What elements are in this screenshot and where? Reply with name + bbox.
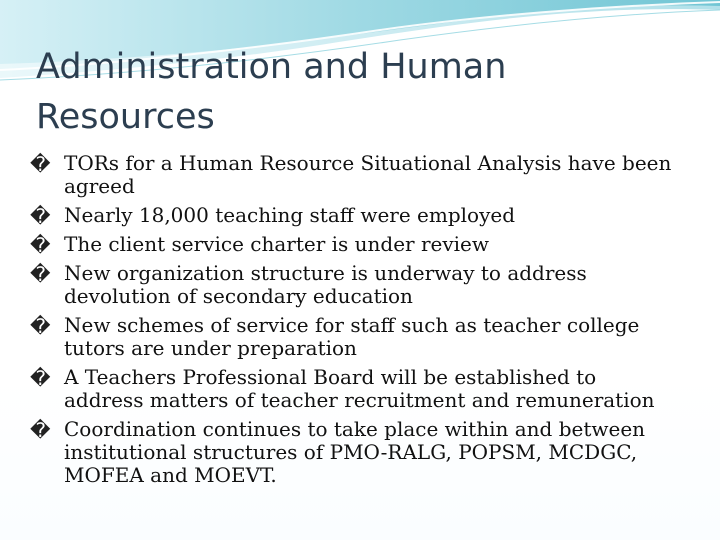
bullet-item (30, 204, 680, 227)
bullet-glyph-icon: � (30, 233, 51, 257)
slide-title-line: Resources (36, 97, 215, 137)
bullet-item (30, 314, 680, 360)
bullet-text: The client service charter is under review (64, 232, 490, 256)
bullet-glyph-icon: � (30, 366, 51, 390)
bullet-glyph-icon: � (30, 152, 51, 176)
bullet-glyph-icon: � (30, 262, 51, 286)
bullet-text: New organization structure is underway to address devolution of secondary education (64, 261, 587, 308)
slide-title-line: Administration and Human (36, 47, 507, 87)
bullet-glyph-icon: � (30, 418, 51, 442)
slide-title (36, 42, 696, 142)
bullet-glyph-icon: � (30, 314, 51, 338)
bullet-item (30, 262, 680, 308)
bullet-text: A Teachers Professional Board will be established to address matters of teacher recruitment and remuneration (64, 365, 655, 412)
bullet-text: TORs for a Human Resource Situational Analysis have been agreed (64, 151, 672, 198)
bullet-item (30, 233, 680, 256)
bullet-glyph-icon: � (30, 204, 51, 228)
bullet-list (30, 152, 680, 493)
bullet-text: Nearly 18,000 teaching staff were employed (64, 203, 516, 227)
bullet-item (30, 418, 680, 487)
bullet-text: New schemes of service for staff such as teacher college tutors are under preparation (64, 313, 640, 360)
bullet-text: Coordination continues to take place within and between institutional structures of PMO-RALG, POPSM, MCDGC, MOFEA and MOEVT. (64, 417, 646, 487)
bullet-item (30, 152, 680, 198)
bullet-item (30, 366, 680, 412)
